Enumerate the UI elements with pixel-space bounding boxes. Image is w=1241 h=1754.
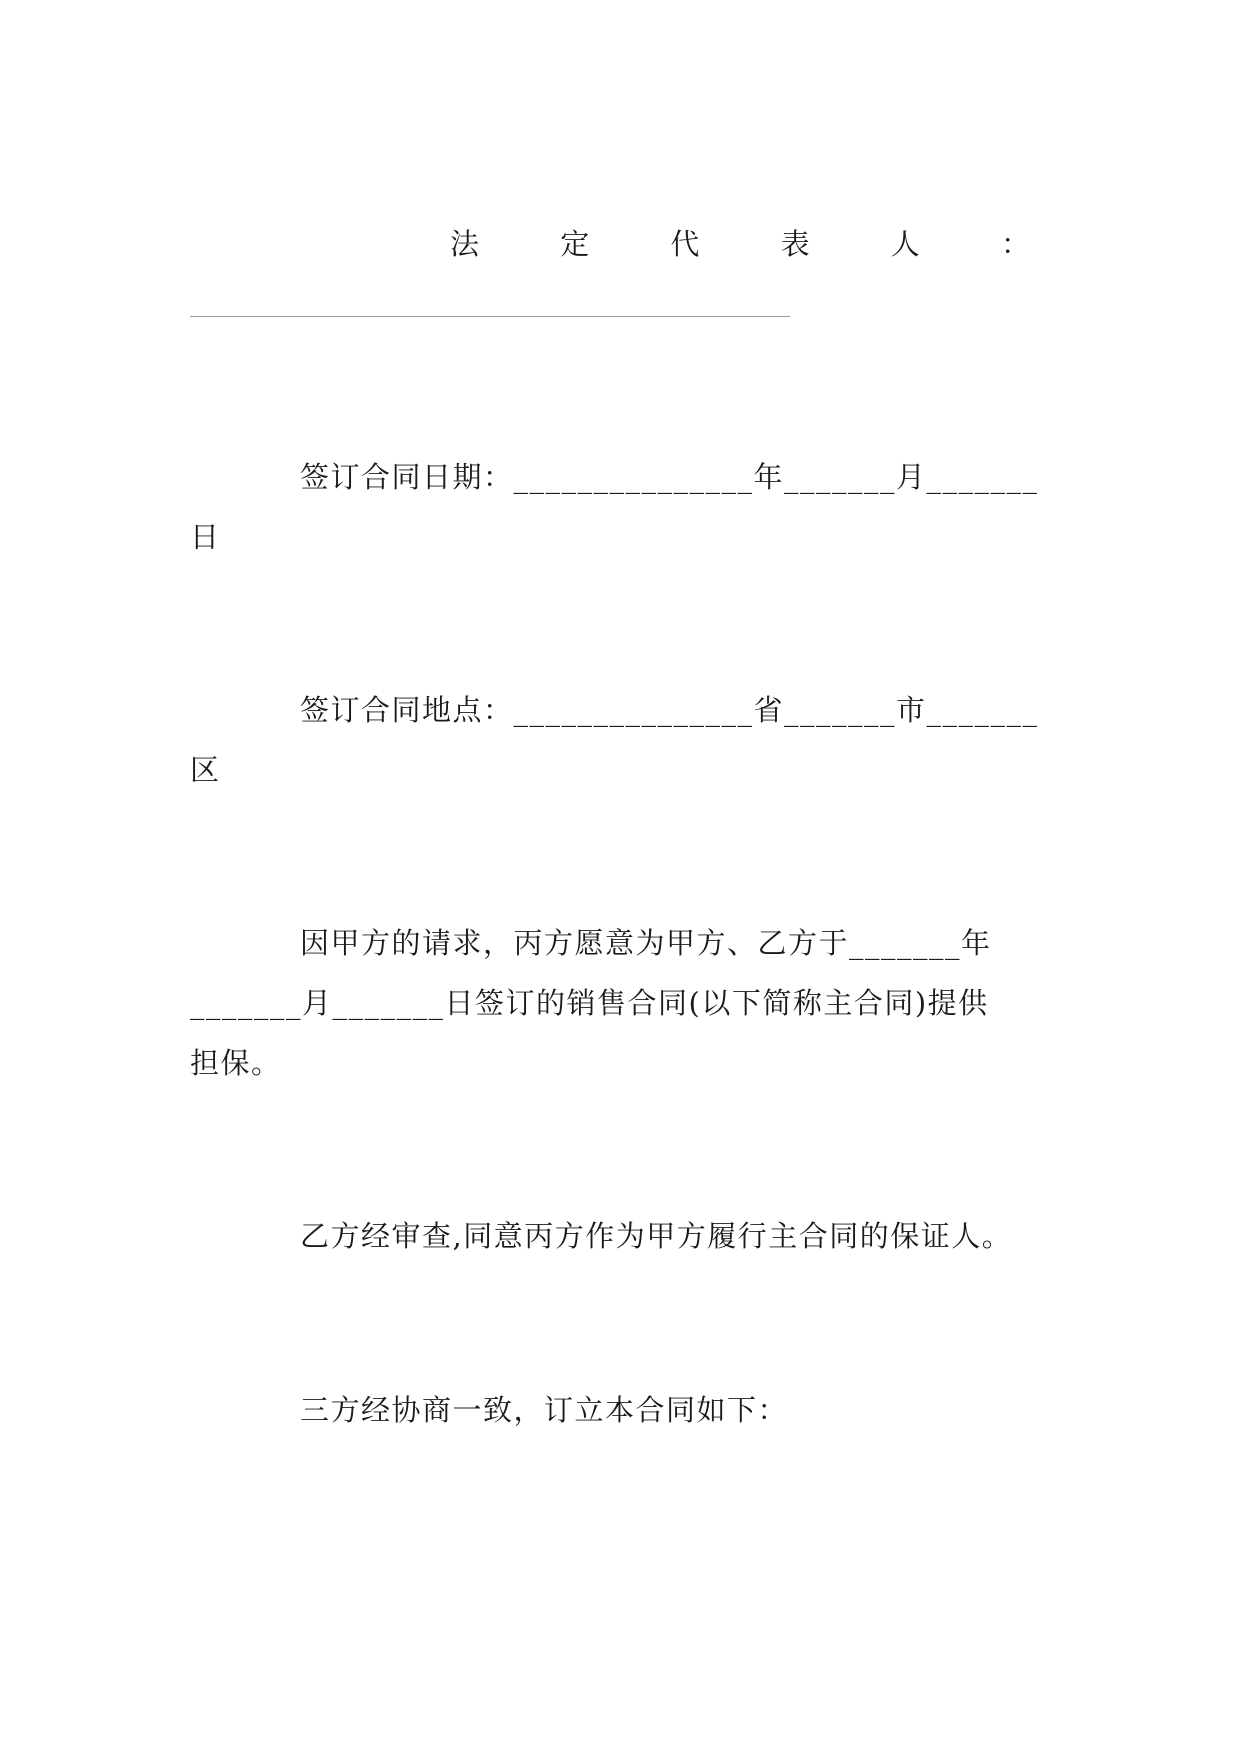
review-paragraph: 乙方经审查,同意丙方作为甲方履行主合同的保证人。 xyxy=(300,1219,1013,1253)
signing-date-continuation: 日 xyxy=(190,520,221,554)
signing-place-line: 签订合同地点：_______________省_______市_______ xyxy=(300,693,1039,727)
legal-representative-blank-line xyxy=(190,316,790,317)
legal-rep-colon: ： xyxy=(1000,227,1030,261)
legal-rep-char: 法 xyxy=(450,227,480,261)
legal-rep-char: 定 xyxy=(560,227,590,261)
signing-date-line: 签订合同日期：_______________年_______月_______ xyxy=(300,460,1039,494)
guarantee-paragraph-line-3: 担保。 xyxy=(190,1046,282,1080)
legal-representative-label xyxy=(450,224,1030,264)
guarantee-paragraph-line-2: _______月_______日签订的销售合同(以下简称主合同)提供 xyxy=(190,986,989,1020)
legal-rep-char: 人 xyxy=(890,227,920,261)
signing-place-continuation: 区 xyxy=(190,753,221,787)
agreement-paragraph: 三方经协商一致，订立本合同如下： xyxy=(300,1393,789,1427)
guarantee-paragraph-line-1: 因甲方的请求，丙方愿意为甲方、乙方于_______年 xyxy=(300,926,992,960)
legal-rep-char: 表 xyxy=(780,227,810,261)
legal-rep-char: 代 xyxy=(670,227,700,261)
